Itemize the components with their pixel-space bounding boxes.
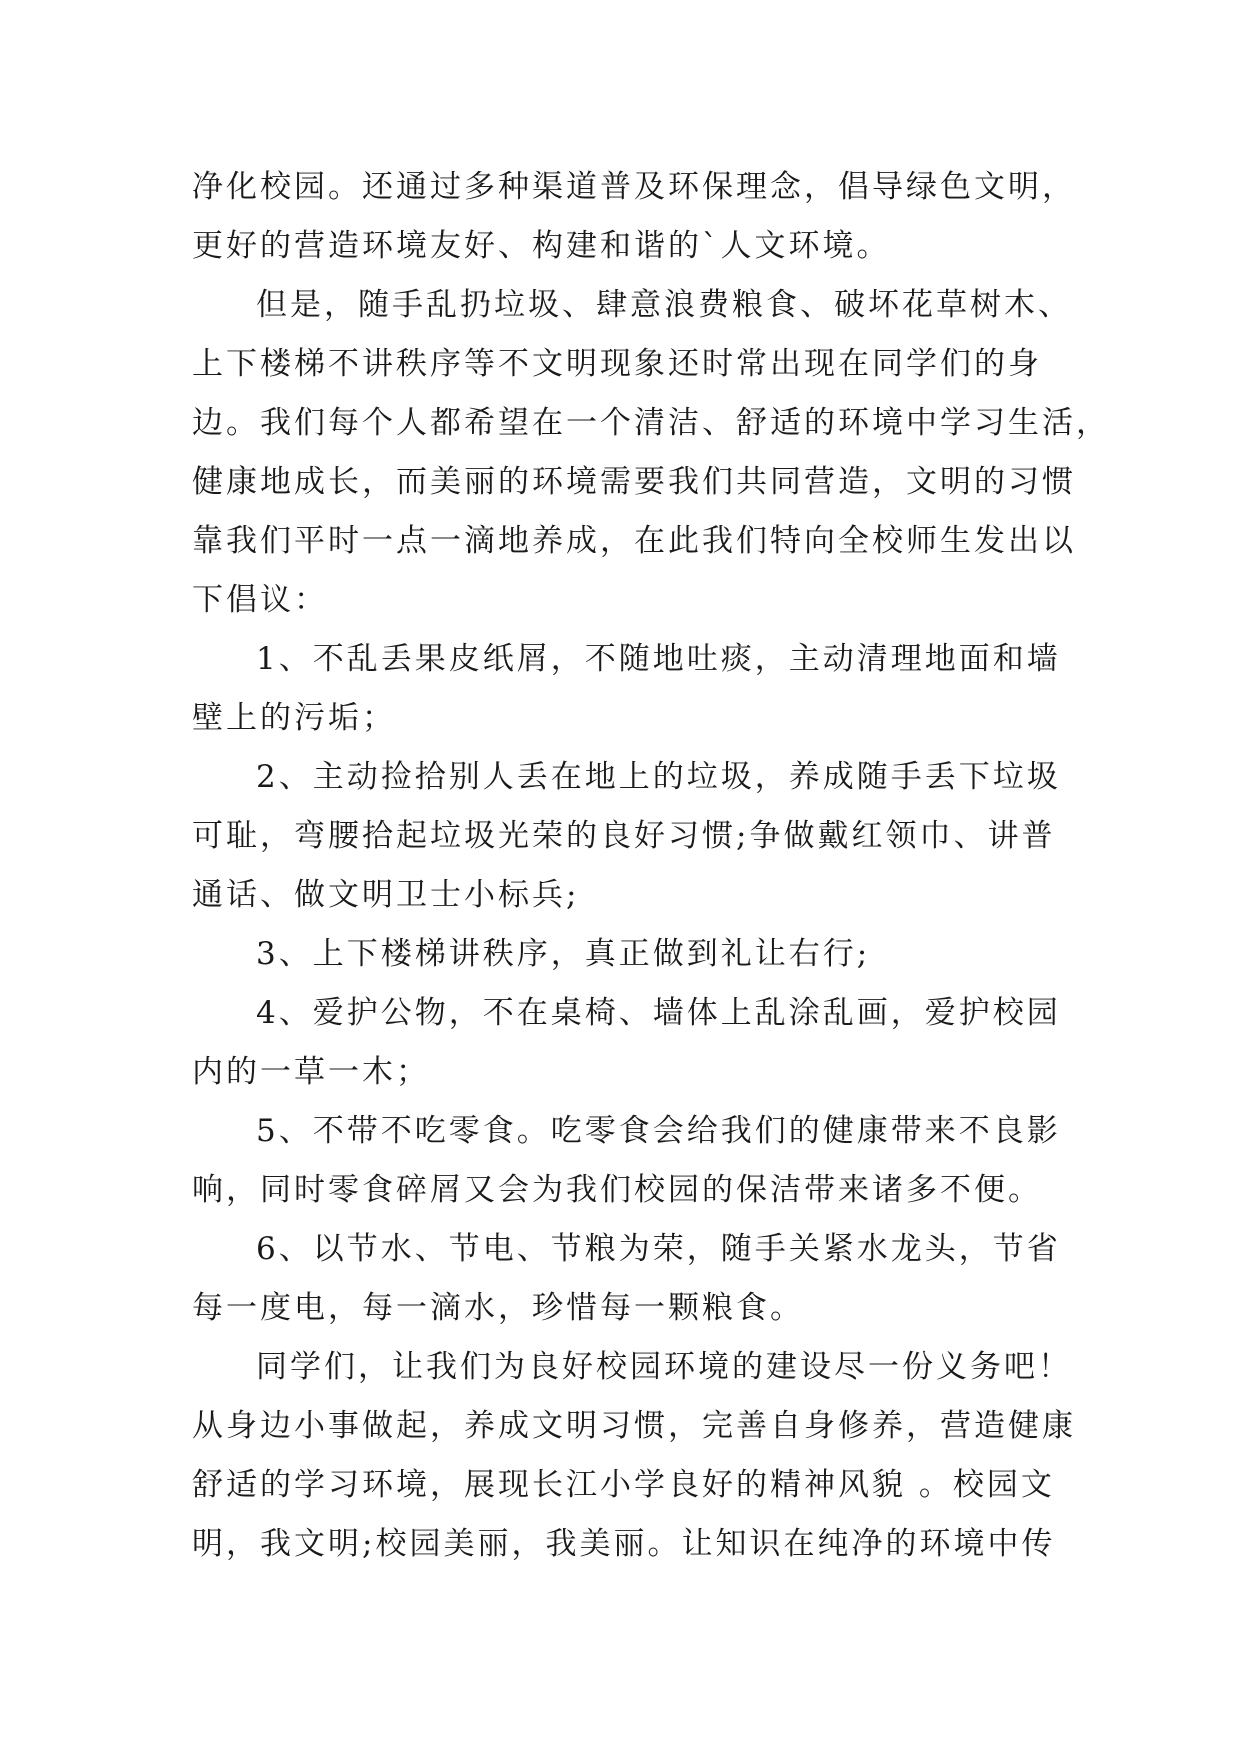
text-line: 明，我文明;校园美丽，我美丽。让知识在纯净的环境中传 — [192, 1526, 1056, 1562]
text-line: 上下楼梯不讲秩序等不文明现象还时常出现在同学们的身 — [192, 346, 1042, 382]
text-line: 通话、做文明卫士小标兵; — [192, 877, 580, 913]
text-line: 壁上的污垢； — [192, 700, 396, 736]
document-body — [192, 158, 1110, 1574]
text-line: 健康地成长，而美丽的环境需要我们共同营造，文明的习惯 — [192, 464, 1076, 500]
text-line: 靠我们平时一点一滴地养成，在此我们特向全校师生发出以 — [192, 523, 1076, 559]
paragraph-start-line: 但是，随手乱扔垃圾、肆意浪费粮食、破坏花草树木、 — [256, 287, 1072, 323]
text-line: 边。我们每个人都希望在一个清洁、舒适的环境中学习生活， — [192, 405, 1110, 441]
list-item-4-line: 4、爱护公物，不在桌椅、墙体上乱涂乱画，爱护校园 — [256, 995, 1061, 1031]
text-line: 下倡议： — [192, 582, 328, 618]
text-line: 每一度电，每一滴水，珍惜每一颗粮食。 — [192, 1290, 804, 1326]
list-item-2-line: 2、主动捡拾别人丢在地上的垃圾，养成随手丢下垃圾 — [256, 759, 1061, 795]
list-item-3-line: 3、上下楼梯讲秩序，真正做到礼让右行; — [256, 936, 871, 972]
list-item-1-line: 1、不乱丢果皮纸屑，不随地吐痰，主动清理地面和墙 — [256, 641, 1061, 677]
text-line: 从身边小事做起，养成文明习惯，完善自身修养，营造健康 — [192, 1408, 1076, 1444]
text-line: 净化校园。还通过多种渠道普及环保理念，倡导绿色文明， — [192, 169, 1076, 205]
text-line: 内的一草一木； — [192, 1054, 430, 1090]
text-line: 更好的营造环境友好、构建和谐的`人文环境。 — [192, 228, 891, 264]
list-item-5-line: 5、不带不吃零食。吃零食会给我们的健康带来不良影 — [256, 1113, 1061, 1149]
text-line: 可耻，弯腰拾起垃圾光荣的良好习惯;争做戴红领巾、讲普 — [192, 818, 1056, 854]
text-line: 响，同时零食碎屑又会为我们校园的保洁带来诸多不便。 — [192, 1172, 1042, 1208]
text-line: 舒适的学习环境，展现长江小学良好的精神风貌 。校园文 — [192, 1467, 1055, 1503]
list-item-6-line: 6、以节水、节电、节粮为荣，随手关紧水龙头，节省 — [256, 1231, 1061, 1267]
paragraph-start-line: 同学们，让我们为良好校园环境的建设尽一份义务吧！ — [256, 1349, 1072, 1385]
